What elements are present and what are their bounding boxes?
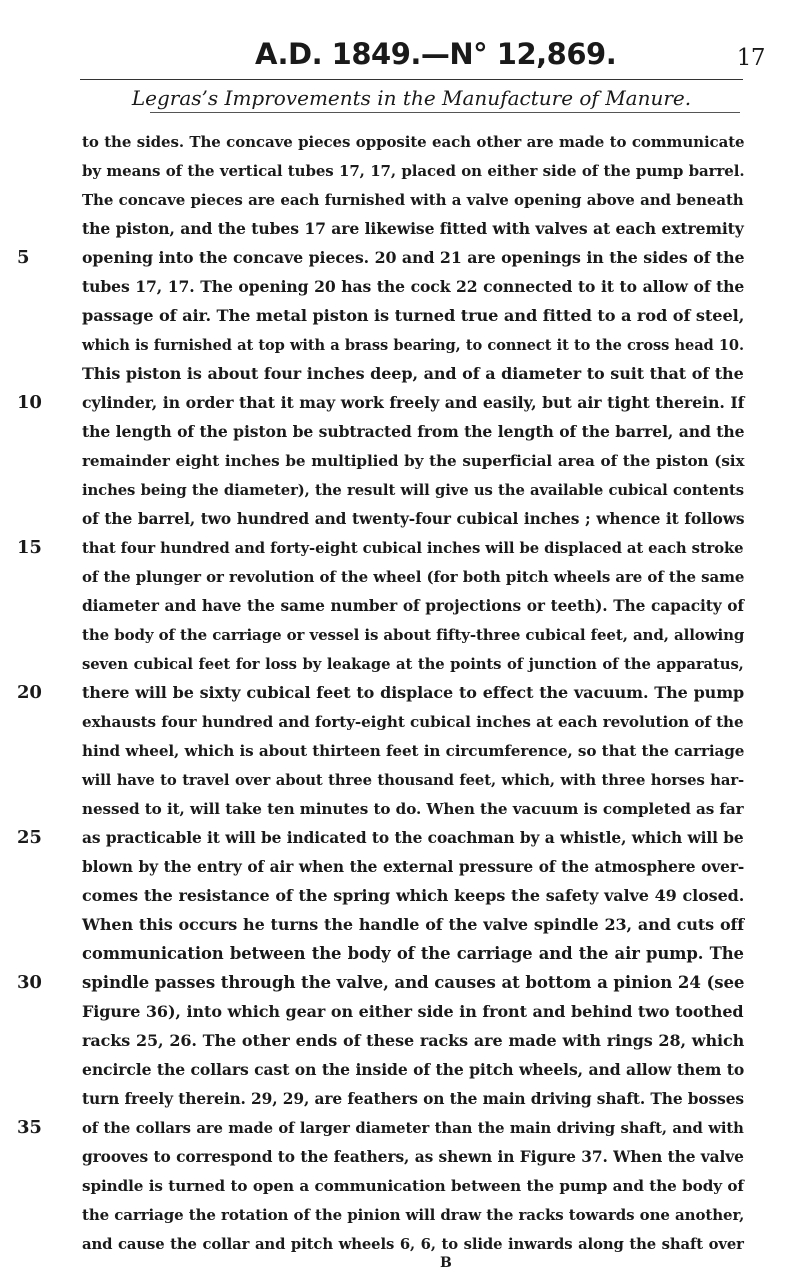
line-text: the length of the piston be subtracted from the length of the barrel, and the xyxy=(82,422,745,441)
line-text: turn freely therein. 29, 29, are feathers on the main driving shaft. The bosses xyxy=(82,1090,744,1108)
text-line xyxy=(82,1229,744,1258)
line-text: communication between the body of the carriage and the air pump. The xyxy=(82,944,744,963)
text-line xyxy=(82,1200,744,1229)
line-text: tubes 17, 17. The opening 20 has the cock 22 connected to it to allow of the xyxy=(82,277,745,296)
line-text: will have to travel over about three thousand feet, which, with three horses har- xyxy=(82,772,745,789)
running-head: Legras’s Improvements in the Manufacture of Manure. xyxy=(131,86,692,110)
body-text xyxy=(17,127,745,1258)
line-text: remainder eight inches be multiplied by the superficial area of the piston (six xyxy=(82,452,745,470)
line-text: inches being the diameter), the result will give us the available cubical contents xyxy=(82,482,745,499)
text-line xyxy=(82,591,744,620)
text-line xyxy=(82,852,744,881)
line-text: which is furnished at top with a brass bearing, to connect it to the cross head 10. xyxy=(82,337,744,354)
line-text: to the sides. The concave pieces opposite each other are made to communicate xyxy=(82,133,745,151)
line-text: by means of the vertical tubes 17, 17, placed on either side of the pump barrel. xyxy=(82,162,745,180)
line-text: cylinder, in order that it may work freely and easily, but air tight therein. If xyxy=(82,393,745,412)
text-line xyxy=(82,736,744,765)
line-text: there will be sixty cubical feet to displace to effect the vacuum. The pump xyxy=(82,683,745,702)
line-text: of the barrel, two hundred and twenty-four cubical inches ; whence it follows xyxy=(82,510,745,528)
line-text: and cause the collar and pitch wheels 6, 6, to slide inwards along the shaft over xyxy=(82,1236,744,1253)
text-line xyxy=(17,968,745,997)
line-text: This piston is about four inches deep, and of a diameter to suit that of the xyxy=(82,364,744,383)
line-number: 10 xyxy=(17,392,42,413)
text-line xyxy=(82,475,744,504)
text-line xyxy=(82,1055,744,1084)
text-line xyxy=(82,707,744,736)
line-text: of the collars are made of larger diameter than the main driving shaft, and with xyxy=(82,1120,744,1137)
line-number: 25 xyxy=(17,827,42,848)
text-line xyxy=(82,504,744,533)
line-text: opening into the concave pieces. 20 and 21 are openings in the sides of the xyxy=(82,248,745,267)
text-line xyxy=(82,272,744,301)
text-line xyxy=(82,359,744,388)
text-line xyxy=(82,214,744,243)
text-line xyxy=(82,1171,744,1200)
line-text: Figure 36), into which gear on either side in front and behind two toothed xyxy=(82,1002,744,1021)
text-line xyxy=(82,997,744,1026)
text-line xyxy=(17,1113,744,1142)
line-text: comes the resistance of the spring which keeps the safety valve 49 closed. xyxy=(82,886,745,905)
text-line xyxy=(17,243,745,272)
line-number: 15 xyxy=(17,537,42,558)
line-text: The concave pieces are each furnished with a valve opening above and beneath xyxy=(82,191,744,209)
line-text: that four hundred and forty-eight cubical inches will be displaced at each stroke xyxy=(82,540,744,557)
text-line xyxy=(82,1026,744,1055)
line-number: 35 xyxy=(17,1117,42,1138)
line-number: 30 xyxy=(17,972,42,993)
line-text: the piston, and the tubes 17 are likewise fitted with valves at each extremity xyxy=(82,219,744,238)
header-rule xyxy=(80,79,743,80)
line-text: grooves to correspond to the feathers, as shewn in Figure 37. When the valve xyxy=(82,1148,744,1166)
line-text: exhausts four hundred and forty-eight cubical inches at each revolution of the xyxy=(82,713,744,731)
text-line xyxy=(82,794,744,823)
line-text: as practicable it will be indicated to the coachman by a whistle, which will be xyxy=(82,829,744,847)
text-line xyxy=(82,765,744,794)
line-number: 20 xyxy=(17,682,42,703)
signature-mark: B xyxy=(440,1255,452,1271)
line-text: diameter and have the same number of projections or teeth). The capacity of xyxy=(82,597,744,615)
text-line xyxy=(82,1084,744,1113)
line-text: spindle passes through the valve, and causes at bottom a pinion 24 (see xyxy=(82,972,745,992)
line-text: When this occurs he turns the handle of the valve spindle 23, and cuts off xyxy=(82,915,745,934)
text-line xyxy=(17,823,744,852)
line-text: encircle the collars cast on the inside of the pitch wheels, and allow them to xyxy=(82,1060,745,1079)
line-text: spindle is turned to open a communication between the pump and the body of xyxy=(82,1177,744,1195)
text-line xyxy=(82,649,744,678)
text-line xyxy=(82,330,744,359)
line-text: of the plunger or revolution of the wheel (for both pitch wheels are of the same xyxy=(82,568,745,586)
line-text: seven cubical feet for loss by leakage at the points of junction of the apparatus, xyxy=(82,656,744,673)
line-number: 5 xyxy=(17,247,30,268)
line-text: the body of the carriage or vessel is about fifty-three cubical feet, and, allowing xyxy=(82,626,745,644)
text-line xyxy=(17,388,745,417)
text-line xyxy=(82,939,744,968)
line-text: racks 25, 26. The other ends of these racks are made with rings 28, which xyxy=(82,1031,745,1050)
text-line xyxy=(82,417,744,446)
text-line xyxy=(82,185,744,214)
text-line xyxy=(17,533,744,562)
text-line xyxy=(82,910,744,939)
line-text: the carriage the rotation of the pinion will draw the racks towards one another, xyxy=(82,1206,745,1224)
line-text: passage of air. The metal piston is turned true and fitted to a rod of steel, xyxy=(82,306,745,325)
text-line xyxy=(82,881,744,910)
text-line xyxy=(82,301,744,330)
running-head-rule xyxy=(150,112,740,113)
text-line xyxy=(82,446,744,475)
patent-title: A.D. 1849.—N° 12,869. xyxy=(255,37,617,71)
line-text: blown by the entry of air when the external pressure of the atmosphere over- xyxy=(82,858,745,876)
text-line xyxy=(82,156,744,185)
page-number: 17 xyxy=(736,45,765,71)
text-line xyxy=(82,562,744,591)
line-text: hind wheel, which is about thirteen feet in circumference, so that the carriage xyxy=(82,742,745,760)
text-line xyxy=(17,678,745,707)
text-line xyxy=(82,127,744,156)
text-line xyxy=(82,620,744,649)
line-text: nessed to it, will take ten minutes to do. When the vacuum is completed as far xyxy=(82,800,744,818)
text-line xyxy=(82,1142,744,1171)
